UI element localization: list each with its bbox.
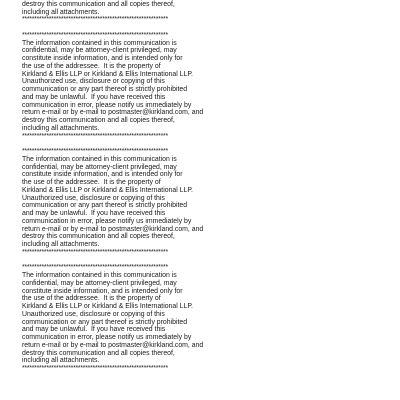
text-line: confidential, may be attorney-client privileged, may <box>22 47 177 55</box>
text-line: Kirkland & Ellis LLP or Kirkland & Ellis International LLP. <box>22 70 193 78</box>
asterisk-rule: ************************************************************ <box>22 16 168 24</box>
text-line: Unauthorized use, disclosure or copying of this <box>22 194 165 202</box>
asterisk-rule: ************************************************************ <box>22 132 168 140</box>
asterisk-rule: ************************************************************ <box>22 148 168 155</box>
text-line: and may be unlawful. If you have received this <box>22 326 166 334</box>
text-line: destroy this communication and all copies thereof, <box>22 349 175 357</box>
asterisk-rule: ************************************************************ <box>22 31 168 39</box>
text-line: and may be unlawful. If you have received this <box>22 93 166 101</box>
text-line: the use of the addressee. It is the property of <box>22 295 161 303</box>
text-line: constitute inside information, and is intended only for <box>22 287 183 295</box>
text-line: The information contained in this communication is <box>22 39 177 47</box>
text-line: Kirkland & Ellis LLP or Kirkland & Ellis International LLP. <box>22 186 193 194</box>
disclaimer-block <box>22 264 382 373</box>
text-line: communication or any part thereof is strictly prohibited <box>22 318 188 326</box>
text-line: The information contained in this communication is <box>22 272 177 279</box>
text-line: including all attachments. <box>22 241 100 248</box>
text-line: Unauthorized use, disclosure or copying of this <box>22 310 165 318</box>
text-line: including all attachments. <box>22 8 100 16</box>
asterisk-rule: ************************************************************ <box>22 365 168 372</box>
text-line: Unauthorized use, disclosure or copying of this <box>22 78 165 86</box>
text-line: including all attachments. <box>22 357 100 365</box>
asterisk-rule: ************************************************************ <box>22 248 168 256</box>
text-line: return e-mail or by e-mail to postmaster@kirkland.com, and <box>22 109 204 117</box>
text-line: constitute inside information, and is intended only for <box>22 171 183 179</box>
disclaimer-block <box>22 148 382 257</box>
text-line: communication in error, please notify us immediately by <box>22 217 192 225</box>
text-line: confidential, may be attorney-client privileged, may <box>22 163 177 171</box>
disclaimer-block <box>22 32 382 141</box>
text-line: return e-mail or by e-mail to postmaster@kirkland.com, and <box>22 341 204 349</box>
text-line: the use of the addressee. It is the property of <box>22 62 161 70</box>
text-line: the use of the addressee. It is the property of <box>22 179 161 186</box>
text-line: communication in error, please notify us immediately by <box>22 334 192 341</box>
asterisk-rule: ************************************************************ <box>22 264 168 272</box>
text-line: The information contained in this communication is <box>22 155 177 163</box>
text-line: communication in error, please notify us immediately by <box>22 101 192 109</box>
text-line: destroy this communication and all copies thereof, <box>22 233 175 241</box>
text-line: and may be unlawful. If you have received this <box>22 210 166 217</box>
text-line: including all attachments. <box>22 124 100 132</box>
email-disclaimer-document <box>22 0 382 373</box>
disclaimer-fragment <box>22 0 382 24</box>
text-line: confidential, may be attorney-client privileged, may <box>22 279 177 287</box>
text-line: Kirkland & Ellis LLP or Kirkland & Ellis International LLP. <box>22 303 193 310</box>
text-line: communication or any part thereof is strictly prohibited <box>22 86 188 93</box>
text-line: communication or any part thereof is strictly prohibited <box>22 202 188 210</box>
text-line: destroy this communication and all copies thereof, <box>22 0 175 8</box>
text-line: constitute inside information, and is intended only for <box>22 55 183 62</box>
text-line: return e-mail or by e-mail to postmaster@kirkland.com, and <box>22 225 204 233</box>
text-line: destroy this communication and all copies thereof, <box>22 117 175 124</box>
